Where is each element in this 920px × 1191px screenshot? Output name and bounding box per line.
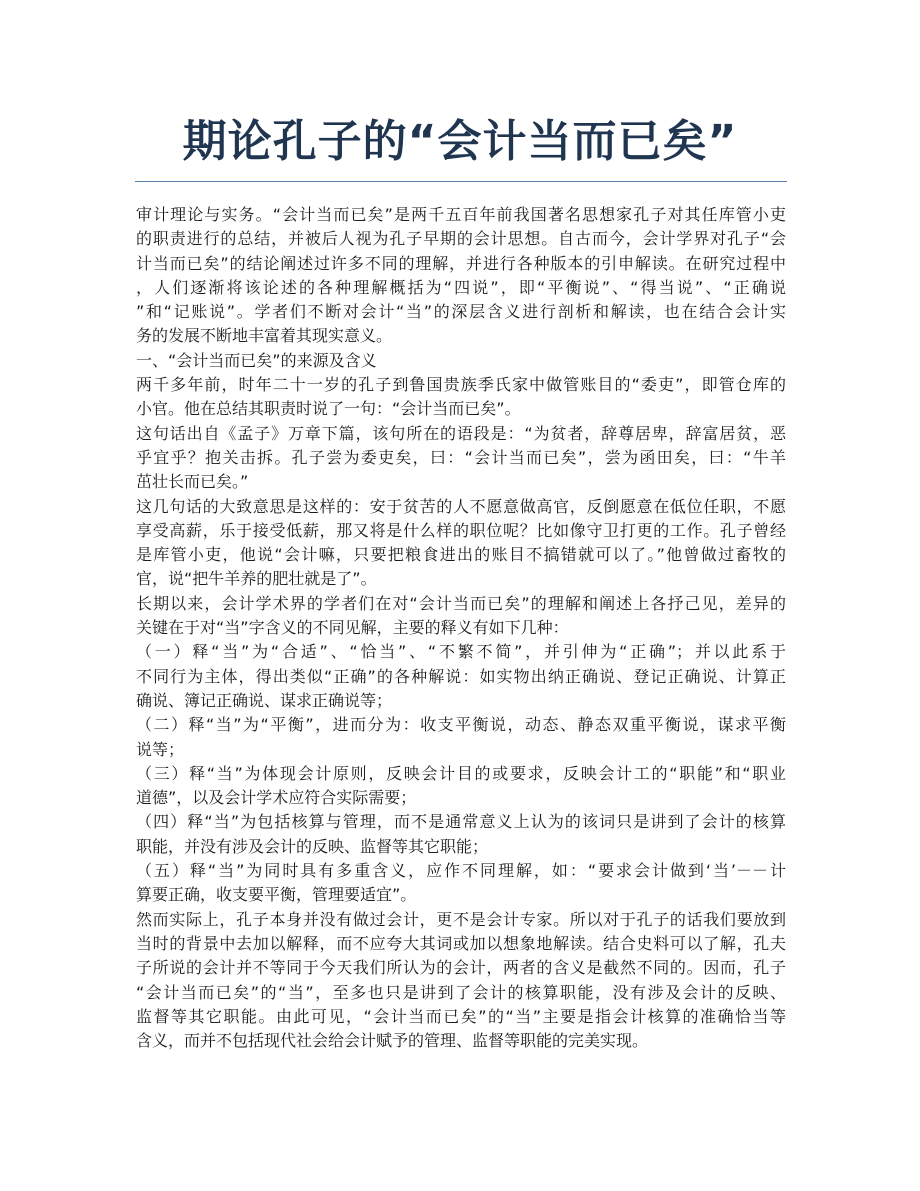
text-line: 茁壮长而已矣。”	[136, 472, 249, 492]
text-line: 当时的背景中去加以解释，而不应夸大其词或加以想象地解读。结合史料可以了解，孔夫	[136, 933, 786, 953]
text-line: 务的发展不断地丰富着其现实意义。	[136, 326, 393, 346]
text-line: 审计理论与实务。“会计当而已矣”是两千五百年前我国著名思想家孔子对其任库管小吏	[136, 205, 786, 224]
text-line: （三）释“当”为体现会计原则，反映会计目的或要求，反映会计工的“职能”和“职业	[136, 763, 786, 783]
title-divider	[135, 181, 787, 182]
text-line: ”和“记账说”。学者们不断对会计“当”的深层含义进行剖析和解读，也在结合会计实	[136, 302, 786, 322]
text-line: 乎宜乎？抱关击拆。孔子尝为委吏矣，曰：“会计当而已矣”，尝为函田矣，曰：“牛羊	[136, 447, 786, 467]
text-line: 是库管小吏，他说“会计嘛，只要把粮食进出的账目不搞错就可以了。”他曾做过畜牧的	[136, 545, 786, 565]
text-line: 关键在于对“当”字含义的不同见解，主要的释义有如下几种：	[136, 618, 569, 638]
text-line: 一、“会计当而已矣”的来源及含义	[136, 350, 377, 370]
text-line: （一）释“当”为“合适”、“恰当”、“不繁不简”，并引伸为“正确”；并以此系于	[136, 642, 786, 662]
text-line: 算要正确，收支要平衡，管理要适宜”。	[136, 885, 417, 905]
text-line: “会计当而已矣”的“当”，至多也只是讲到了会计的核算职能，没有涉及会计的反映、	[136, 982, 786, 1002]
text-line: 两千多年前，时年二十一岁的孔子到鲁国贵族季氏家中做管账目的“委吏”，即管仓库的	[136, 375, 786, 395]
text-line: （四）释“当”为包括核算与管理，而不是通常意义上认为的该词只是讲到了会计的核算	[136, 812, 786, 832]
text-line: （二）释“当”为“平衡”，进而分为：收支平衡说，动态、静态双重平衡说，谋求平衡	[136, 715, 786, 735]
document-body	[136, 203, 786, 1053]
text-line: 不同行为主体，得出类似“正确”的各种解说：如实物出纳正确说、登记正确说、计算正	[136, 666, 786, 686]
text-line: 说等；	[136, 739, 185, 759]
text-line: 道德”，以及会计学术应符合实际需要；	[136, 788, 417, 808]
text-line: 享受高薪，乐于接受低薪，那又将是什么样的职位呢？比如像守卫打更的工作。孔子曾经	[136, 520, 786, 540]
text-line: ，人们逐渐将该论述的各种理解概括为“四说”，即“平衡说”、“得当说”、“正确说	[136, 277, 786, 297]
text-line: 计当而已矣”的结论阐述过许多不同的理解，并进行各种版本的引申解读。在研究过程中	[136, 253, 786, 273]
text-line: 官，说“把牛羊养的肥壮就是了”。	[136, 569, 377, 589]
text-line: 监督等其它职能。由此可见，“会计当而已矣”的“当”主要是指会计核算的准确恰当等	[136, 1006, 786, 1026]
text-line: 含义，而并不包括现代社会给会计赋予的管理、监督等职能的完美实现。	[136, 1031, 649, 1051]
text-line: 这句话出自《孟子》万章下篇，该句所在的语段是：“为贫者，辞尊居卑，辞富居贫，恶	[136, 423, 786, 443]
document-title: 期论孔子的“会计当而已矣”	[182, 116, 738, 167]
text-line: （五）释“当”为同时具有多重含义，应作不同理解，如：“要求会计做到‘当’－－计	[136, 861, 786, 881]
text-line: 的职责进行的总结，并被后人视为孔子早期的会计思想。自古而今，会计学界对孔子“会	[136, 229, 786, 249]
text-line: 这几句话的大致意思是这样的：安于贫苦的人不愿意做高官，反倒愿意在低位任职，不愿	[136, 496, 786, 516]
text-line: 然而实际上，孔子本身并没有做过会计，更不是会计专家。所以对于孔子的话我们要放到	[136, 909, 786, 929]
text-line: 小官。他在总结其职责时说了一句：“会计当而已矣”。	[136, 399, 521, 419]
text-line: 长期以来，会计学术界的学者们在对“会计当而已矣”的理解和阐述上各抒己见，差异的	[136, 593, 786, 613]
text-line: 子所说的会计并不等同于今天我们所认为的会计，两者的含义是截然不同的。因而，孔子	[136, 958, 786, 978]
text-line: 职能，并没有涉及会计的反映、监督等其它职能；	[136, 836, 489, 856]
text-line: 确说、簿记正确说、谋求正确说等；	[136, 690, 393, 710]
